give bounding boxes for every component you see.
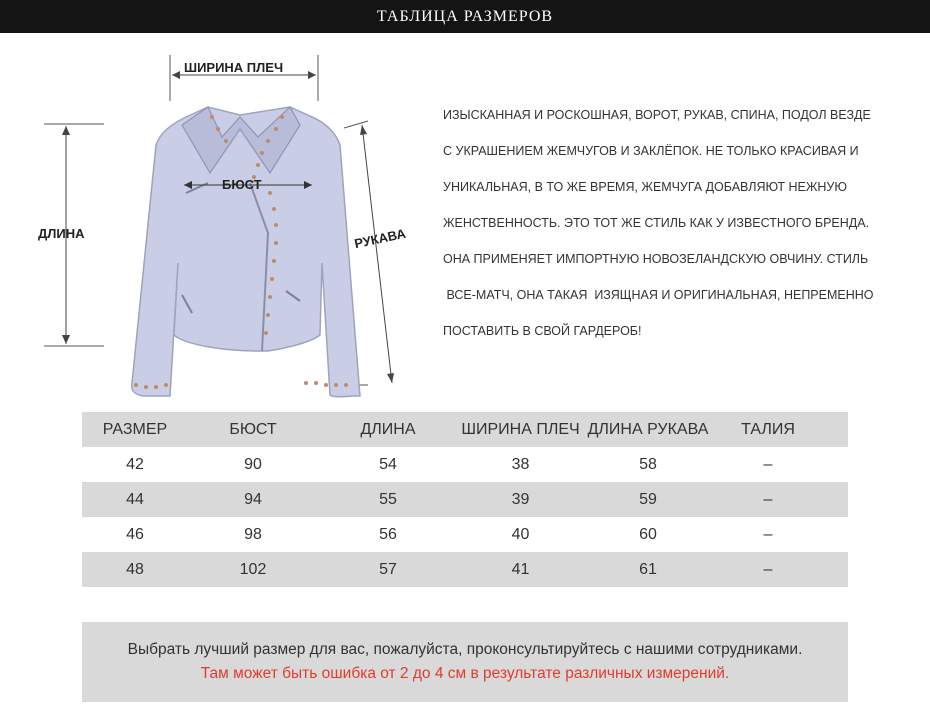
description-line: ИЗЫСКАННАЯ И РОСКОШНАЯ, ВОРОТ, РУКАВ, СПИНА, ПОДОЛ ВЕЗДЕ bbox=[443, 108, 871, 122]
table-cell: 60 bbox=[639, 525, 657, 543]
description-line: ЖЕНСТВЕННОСТЬ. ЭТО ТОТ ЖЕ СТИЛЬ КАК У ИЗВЕСТНОГО БРЕНДА. bbox=[443, 216, 870, 230]
measurement-warning: Там может быть ошибка от 2 до 4 см в результате различных измерений. bbox=[200, 665, 730, 682]
header-bar bbox=[0, 0, 930, 33]
table-cell: 42 bbox=[126, 455, 144, 473]
description-line: ОНА ПРИМЕНЯЕТ ИМПОРТНУЮ НОВОЗЕЛАНДСКУЮ ОВЧИНУ. СТИЛЬ bbox=[443, 252, 869, 266]
table-cell: 57 bbox=[379, 560, 397, 578]
length-label: ДЛИНА bbox=[38, 226, 85, 241]
shoulder-width-label: ШИРИНА ПЛЕЧ bbox=[184, 60, 284, 75]
column-header-waist: ТАЛИЯ bbox=[741, 420, 795, 438]
table-cell: 41 bbox=[511, 560, 530, 578]
column-header-sleeve: ДЛИНА РУКАВА bbox=[587, 420, 709, 438]
column-header-size: РАЗМЕР bbox=[102, 420, 168, 438]
table-cell: 54 bbox=[379, 455, 397, 473]
table-cell: – bbox=[763, 525, 773, 543]
description-line: ПОСТАВИТЬ В СВОЙ ГАРДЕРОБ! bbox=[443, 324, 642, 338]
table-cell: 58 bbox=[639, 455, 657, 473]
table-cell: 55 bbox=[379, 490, 397, 508]
table-cell: 90 bbox=[244, 455, 262, 473]
table-cell: 94 bbox=[244, 490, 262, 508]
description-line: УНИКАЛЬНАЯ, В ТО ЖЕ ВРЕМЯ, ЖЕМЧУГА ДОБАВЛЯЮТ НЕЖНУЮ bbox=[443, 180, 848, 194]
column-header-shoulder: ШИРИНА ПЛЕЧ bbox=[461, 420, 580, 438]
description-line: ВСЕ-МАТЧ, ОНА ТАКАЯ ИЗЯЩНАЯ И ОРИГИНАЛЬНАЯ, НЕПРЕМЕННО bbox=[443, 288, 874, 302]
table-cell: 59 bbox=[639, 490, 657, 508]
jacket-diagram bbox=[0, 33, 440, 413]
advice-text: Выбрать лучший размер для вас, пожалуйста, проконсультируйтесь с нашими сотрудниками. bbox=[127, 641, 803, 658]
table-cell: 39 bbox=[511, 490, 530, 508]
jacket-illustration bbox=[0, 33, 440, 413]
table-row bbox=[82, 552, 848, 587]
table-cell: – bbox=[763, 490, 773, 508]
table-header-row bbox=[82, 412, 848, 447]
sleeve-label: РУКАВА bbox=[353, 225, 408, 252]
table-row bbox=[82, 482, 848, 517]
column-header-bust: БЮСТ bbox=[229, 420, 277, 438]
table-cell: 56 bbox=[379, 525, 397, 543]
table-cell: 102 bbox=[239, 560, 267, 578]
description-line: С УКРАШЕНИЕМ ЖЕМЧУГОВ И ЗАКЛЁПОК. НЕ ТОЛЬКО КРАСИВАЯ И bbox=[443, 144, 859, 158]
advice-box bbox=[82, 622, 848, 702]
table-cell: – bbox=[763, 560, 773, 578]
table-row bbox=[82, 447, 848, 482]
table-cell: 44 bbox=[126, 490, 144, 508]
table-cell: – bbox=[763, 455, 773, 473]
table-cell: 48 bbox=[126, 560, 144, 578]
product-description bbox=[443, 97, 923, 349]
column-header-length: ДЛИНА bbox=[360, 420, 416, 438]
table-cell: 46 bbox=[126, 525, 144, 543]
table-cell: 40 bbox=[511, 525, 530, 543]
bust-label: БЮСТ bbox=[222, 177, 262, 192]
page-title: ТАБЛИЦА РАЗМЕРОВ bbox=[376, 7, 554, 25]
table-cell: 98 bbox=[244, 525, 262, 543]
table-row bbox=[82, 517, 848, 552]
table-cell: 38 bbox=[511, 455, 530, 473]
table-cell: 61 bbox=[639, 560, 657, 578]
size-table bbox=[82, 412, 848, 587]
